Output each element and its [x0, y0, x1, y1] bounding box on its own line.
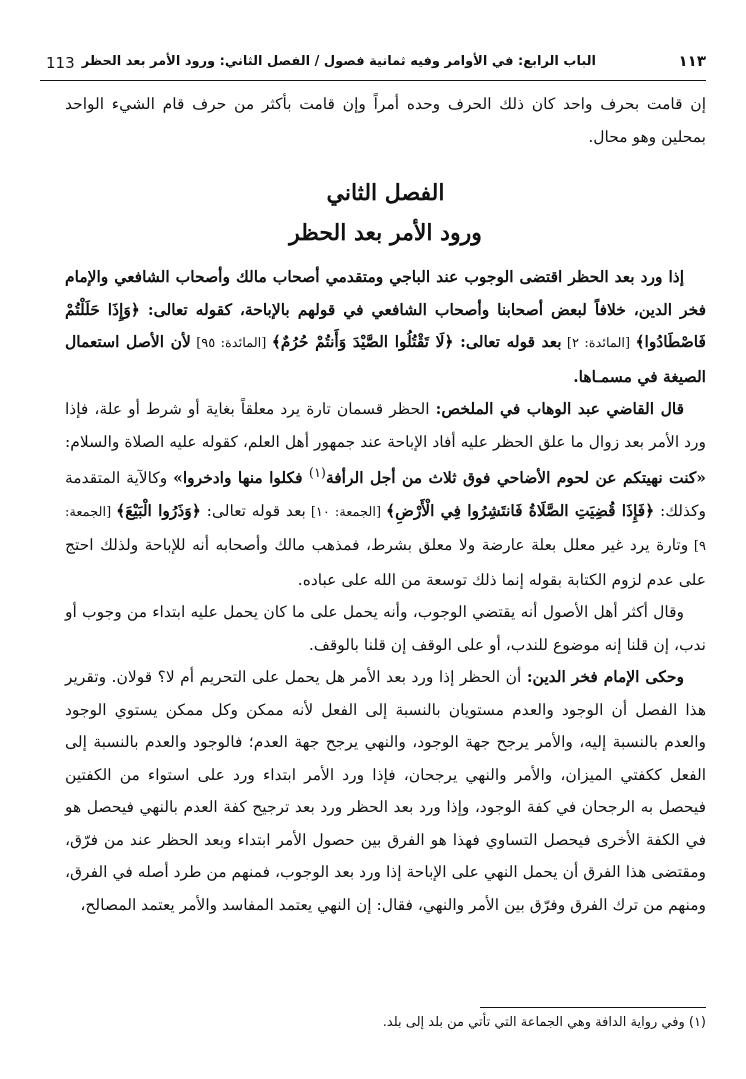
page-number-arabic: ١١٣ — [678, 52, 706, 70]
p4-lead: وحكى الإمام فخر الدين: — [526, 667, 684, 687]
verse-ref-2: [المائدة: ٩٥] — [190, 336, 272, 351]
footnote-marker[interactable]: (١) — [308, 466, 326, 481]
p2-text-c: بعد قوله تعالى: — [200, 501, 306, 520]
chapter-subtitle: ورود الأمر بعد الحظر — [289, 220, 482, 246]
page-header — [40, 48, 706, 78]
verse-ref-1: [المائدة: ٢] — [561, 336, 636, 351]
paragraph-4 — [65, 661, 706, 921]
paragraph-1 — [65, 261, 706, 393]
quran-verse-1: ﴿وَإِذَا حَلَلْتُمْ فَاصْطَادُوا﴾ — [65, 299, 706, 351]
p2-text-d: وتارة يرد غير معلل بعلة عارضة ولا معلق بشرط، فمذهب مالك وأصحابه أنه للإباحة ولذلك احتج على عدم لزوم الكتابة بقوله إنما ذلك توسعة من الله على عباده. — [65, 536, 706, 589]
chapter-title: الفصل الثاني — [326, 180, 445, 206]
verse-ref-3: [الجمعة: ١٠] — [305, 504, 386, 520]
p1-text-c: لأن الأصل استعمال الصيغة في مسمـاها. — [65, 332, 706, 386]
quran-verse-2: ﴿لَا تَقْتُلُوا الصَّيْدَ وَأَنتُمْ حُرُمٌ﴾ — [271, 332, 454, 351]
hadith-end: فكلوا منها وادخروا» — [173, 468, 309, 488]
running-title: الباب الرابع: في الأوامر وفيه ثمانية فصول / الفصل الثاني: ورود الأمر بعد الحظر — [81, 54, 596, 69]
p4-text: أن الحظر إذا ورد بعد الأمر هل يحمل على التحريم أم لا؟ قولان. وتقرير هذا الفصل أن الوجود والعدم مستويان بالنسبة إلى الفعل لأنه ممكن وكل ممكن يستوي الوجود والعدم بالنسبة إليه، والأمر يرجح جهة الوجود، والنهي يرجح جهة العدم؛ فالوجود والعدم بالنسبة إلى الفعل ككفتي الميزان، والأمر والنهي يرجحان، فإذا ورد الأمر ابتداء ورد على استواء من الكفتين فيحصل به الرجحان في كفة الوجود، وإذا ورد بعد الحظر ورد بعد ترجيح كفة العدم بالنهي فيحصل هو في الكفة الأخرى فيحصل التساوي فهذا هو الفرق بين حصول الأمر ابتداء وبعد الحظر عند من فرّق، ومقتضى هذا الفرق أن يحمل النهي على الإباحة إذا ورد بعد الوجوب، فمنهم من طرد أصله في الفرق، ومنهم من ترك الفرق وفرّق بين الأمر والنهي، فقال: إن النهي يعتمد المفاسد والأمر يعتمد المصالح، — [65, 668, 706, 914]
paragraph-2 — [65, 393, 706, 596]
footnote: (١) وفي رواية الدافة وهي الجماعة التي تأتي من بلد إلى بلد. — [382, 1015, 706, 1030]
p1-text-b: بعد قوله تعالى: — [453, 332, 562, 351]
p1-text-a: إذا ورد بعد الحظر اقتضى الوجوب عند الباجي ومتقدمي أصحاب مالك وأصحاب الشافعي والإمام فخر الدين، خلافاً لبعض أصحابنا وأصحاب الشافعي في قولهم بالإباحة، كقوله تعالى: — [65, 267, 706, 319]
p2-text-b: وكالآية المتقدمة وكذلك: — [65, 469, 707, 520]
footnote-rule — [480, 1007, 706, 1008]
hadith-text: «كنت نهيتكم عن لحوم الأضاحي فوق ثلاث من أجل الرأفة — [325, 468, 706, 488]
quran-verse-4: ﴿وَذَرُوا الْبَيْعَ﴾ — [116, 500, 201, 520]
intro-paragraph: إن قامت بحرف واحد كان ذلك الحرف وحده أمراً وإن قامت بأكثر من حرف قام الشيء الواحد بمحلين وهو محال. — [65, 95, 706, 146]
verse-ref-4: [الجمعة: ٩] — [65, 504, 706, 555]
p2-text-a: الحظر قسمان تارة يرد معلقاً بغاية أو شرط أو علة، فإذا ورد الأمر بعد زوال ما علق الحظر عليه أفاد الإباحة عند جمهور أهل العلم، كقوله عليه الصلاة والسلام: — [65, 400, 706, 451]
paragraph-3: وقال أكثر أهل الأصول أنه يقتضي الوجوب، وأنه يحمل على ما كان يحمل عليه ابتداء من وجوب أو ندب، إن قلنا إنه موضوع للندب، أو على الوقف إن قلنا بالوقف. — [65, 603, 706, 654]
header-rule — [40, 80, 706, 81]
page-number-latin: 113 — [46, 54, 75, 72]
quran-verse-3: ﴿فَإِذَا قُضِيَتِ الصَّلَاةُ فَانتَشِرُوا فِي الْأَرْضِ﴾ — [386, 500, 655, 520]
p2-lead: قال القاضي عبد الوهاب في الملخص: — [435, 399, 684, 418]
main-text — [65, 88, 706, 921]
